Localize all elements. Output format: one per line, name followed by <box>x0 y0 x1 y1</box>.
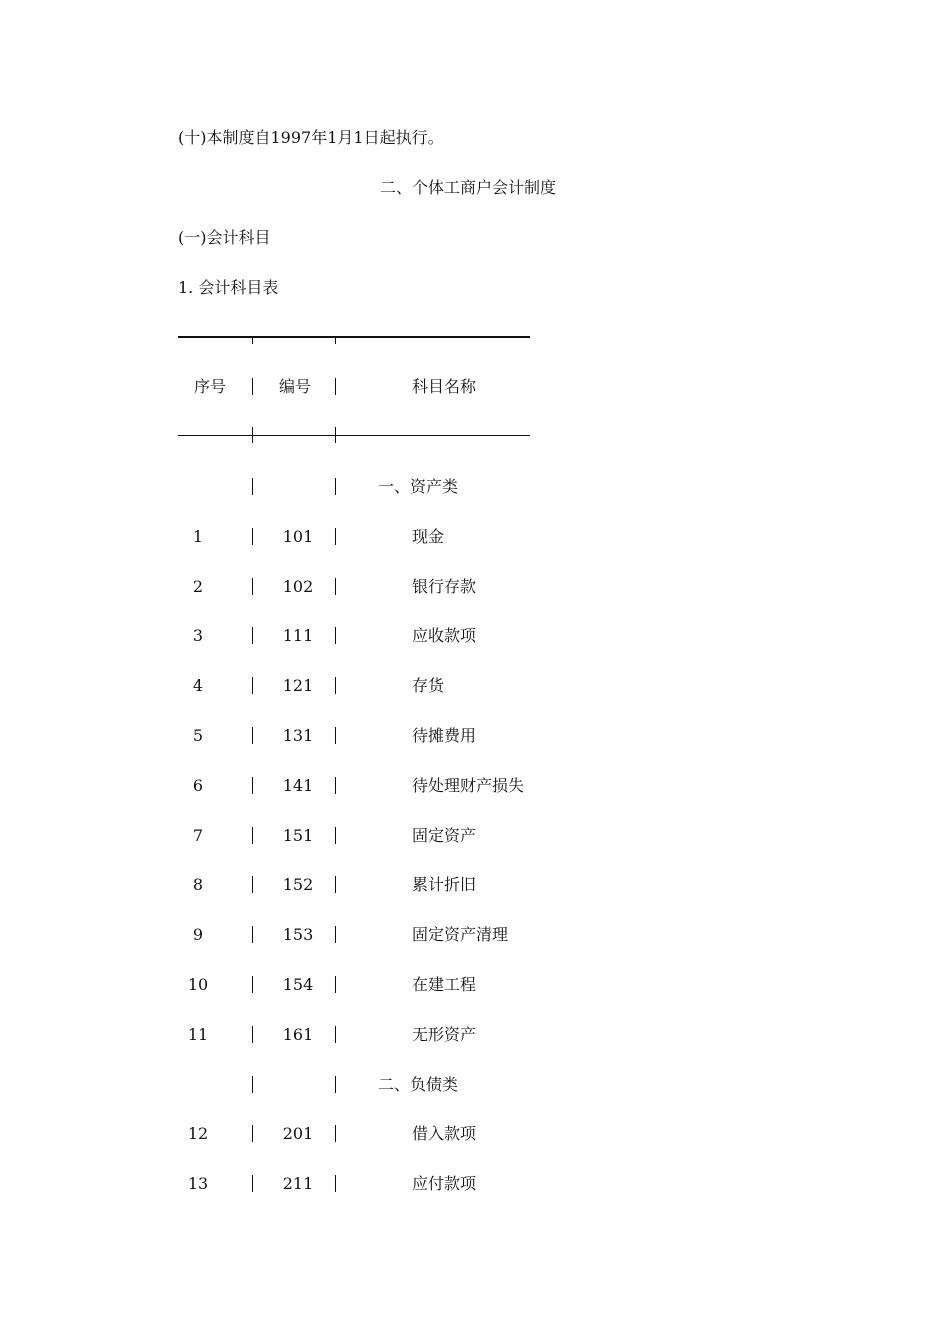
column-divider <box>252 1026 253 1043</box>
row-seq: 9 <box>192 925 204 944</box>
row-seq: 5 <box>192 726 204 745</box>
column-divider <box>335 677 336 694</box>
table-row <box>178 676 578 696</box>
row-code: 154 <box>282 975 314 994</box>
column-divider <box>335 1125 336 1142</box>
row-name: 待处理财产损失 <box>412 776 525 795</box>
column-divider <box>335 578 336 595</box>
column-divider <box>335 777 336 794</box>
column-divider <box>335 727 336 744</box>
table-header-tick <box>335 427 336 443</box>
row-seq: 4 <box>192 676 204 695</box>
row-name: 待摊费用 <box>412 726 477 745</box>
table-top-tick <box>252 336 253 344</box>
category-row <box>178 477 578 497</box>
row-name: 应付款项 <box>412 1174 477 1193</box>
column-divider <box>335 378 336 395</box>
column-divider <box>252 627 253 644</box>
row-name: 银行存款 <box>412 577 477 596</box>
column-divider <box>335 926 336 943</box>
row-name: 存货 <box>412 676 445 695</box>
row-name: 应收款项 <box>412 626 477 645</box>
column-divider <box>252 528 253 545</box>
column-divider <box>335 1026 336 1043</box>
column-divider <box>335 1076 336 1093</box>
column-divider <box>335 876 336 893</box>
column-divider <box>335 627 336 644</box>
table-row <box>178 1174 578 1194</box>
table-row <box>178 577 578 597</box>
row-seq: 8 <box>192 875 204 894</box>
row-code: 121 <box>282 676 314 695</box>
category-row <box>178 1075 578 1095</box>
row-code: 201 <box>282 1124 314 1143</box>
row-code: 102 <box>282 577 314 596</box>
column-divider <box>252 777 253 794</box>
column-divider <box>335 827 336 844</box>
row-name: 累计折旧 <box>412 875 477 894</box>
effective-date-paragraph: (十)本制度自1997年1月1日起执行。 <box>178 128 444 147</box>
row-code: 131 <box>282 726 314 745</box>
row-name: 固定资产清理 <box>412 925 509 944</box>
table-header-tick <box>252 427 253 443</box>
column-divider <box>252 1175 253 1192</box>
column-divider <box>335 528 336 545</box>
row-seq: 10 <box>187 975 209 994</box>
table-top-tick <box>335 336 336 344</box>
column-divider <box>335 976 336 993</box>
column-divider <box>252 976 253 993</box>
column-divider <box>252 827 253 844</box>
table-row <box>178 776 578 796</box>
row-code: 101 <box>282 527 314 546</box>
column-divider <box>252 876 253 893</box>
column-divider <box>252 378 253 395</box>
row-name: 固定资产 <box>412 826 477 845</box>
row-code: 141 <box>282 776 314 795</box>
table-caption: 1. 会计科目表 <box>178 278 279 297</box>
subsection-title: (一)会计科目 <box>178 228 271 247</box>
column-divider <box>252 478 253 495</box>
column-divider <box>252 1076 253 1093</box>
row-seq: 12 <box>187 1124 209 1143</box>
column-divider <box>252 677 253 694</box>
column-divider <box>252 578 253 595</box>
row-name: 无形资产 <box>412 1025 477 1044</box>
column-divider <box>335 478 336 495</box>
header-name: 科目名称 <box>412 377 477 396</box>
row-code: 211 <box>282 1174 314 1193</box>
table-row <box>178 1025 578 1045</box>
table-header-row <box>178 377 578 397</box>
section-title: 二、个体工商户会计制度 <box>380 178 557 197</box>
table-row <box>178 626 578 646</box>
row-seq: 13 <box>187 1174 209 1193</box>
row-name: 在建工程 <box>412 975 477 994</box>
row-seq: 7 <box>192 826 204 845</box>
row-code: 151 <box>282 826 314 845</box>
column-divider <box>252 1125 253 1142</box>
table-row <box>178 875 578 895</box>
column-divider <box>335 1175 336 1192</box>
table-row <box>178 925 578 945</box>
table-top-rule <box>178 336 530 338</box>
row-code: 111 <box>282 626 314 645</box>
category-name: 二、负债类 <box>378 1075 459 1094</box>
row-seq: 3 <box>192 626 204 645</box>
row-name: 现金 <box>412 527 445 546</box>
header-seq: 序号 <box>193 377 226 396</box>
header-code: 编号 <box>278 377 311 396</box>
table-row <box>178 975 578 995</box>
row-seq: 11 <box>187 1025 209 1044</box>
table-row <box>178 527 578 547</box>
table-row <box>178 1124 578 1144</box>
row-name: 借入款项 <box>412 1124 477 1143</box>
table-header-rule <box>178 435 530 436</box>
category-name: 一、资产类 <box>378 477 459 496</box>
column-divider <box>252 727 253 744</box>
row-code: 152 <box>282 875 314 894</box>
row-seq: 6 <box>192 776 204 795</box>
table-row <box>178 726 578 746</box>
column-divider <box>252 926 253 943</box>
row-seq: 1 <box>192 527 204 546</box>
row-seq: 2 <box>192 577 204 596</box>
row-code: 153 <box>282 925 314 944</box>
table-row <box>178 826 578 846</box>
row-code: 161 <box>282 1025 314 1044</box>
